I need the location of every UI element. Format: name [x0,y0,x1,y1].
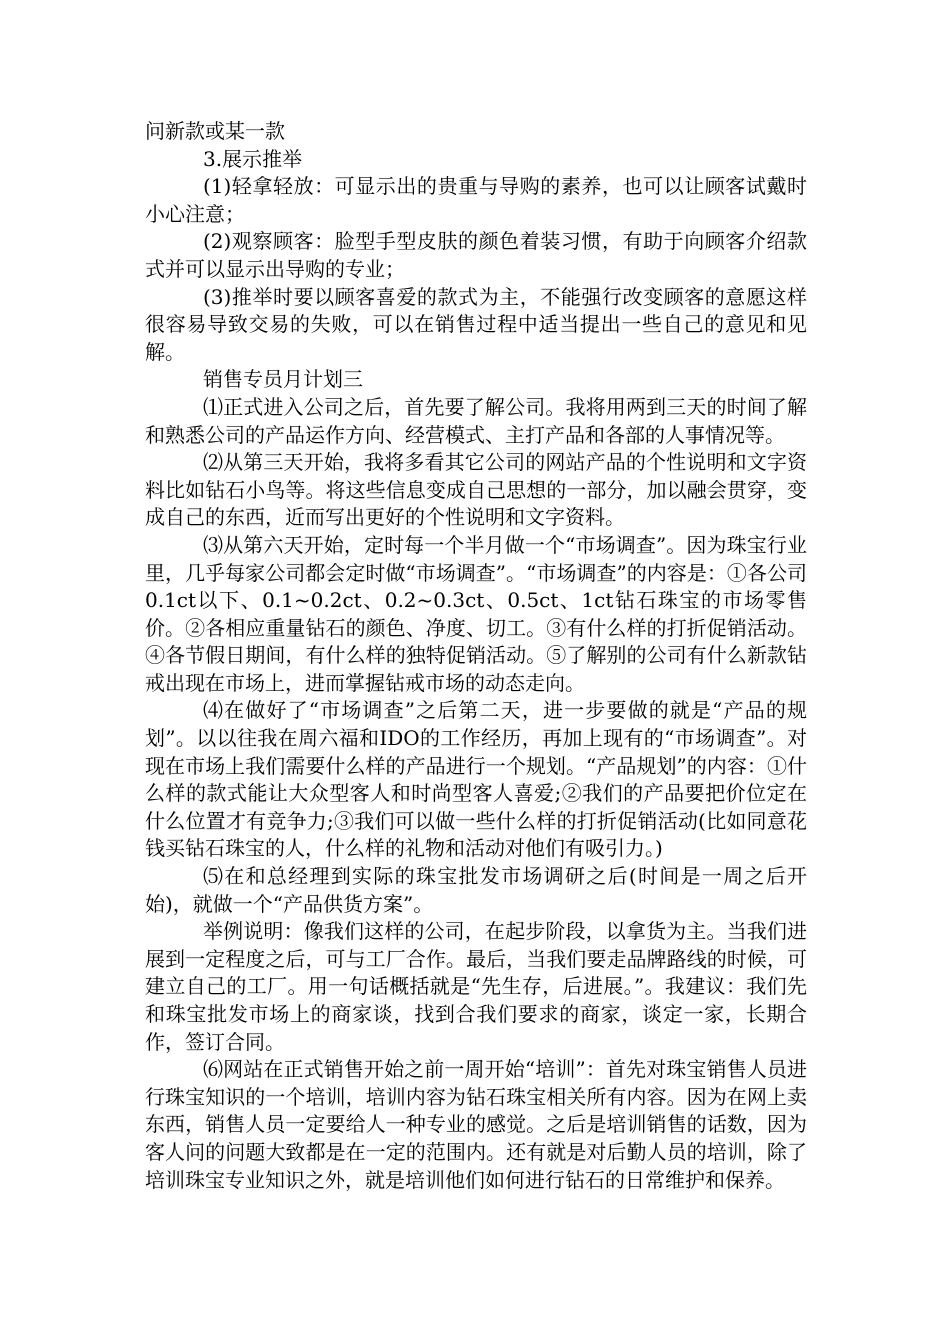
document-body [145,118,807,1194]
paragraph-item-3: (3)推举时要以顾客喜爱的款式为主，不能强行改变顾客的意愿这样很容易导致交易的失败，可以在销售过程中适当提出一些自己的意见和见解。 [145,284,807,364]
paragraph-example: 举例说明：像我们这样的公司，在起步阶段，以拿货为主。当我们进展到一定程度之后，可与工厂合作。最后，当我们要走品牌路线的时候，可建立自己的工厂。用一句话概括就是“先生存，后进展。”。我建议：我们先和珠宝批发市场上的商家谈，找到合我们要求的商家，谈定一家，长期合作，签订合同。 [145,919,807,1054]
section-heading-monthly-plan: 销售专员月计划三 [203,367,363,392]
paragraph-item-2: (2)观察顾客：脸型手型皮肤的颜色着装习惯，有助于向顾客介绍款式并可以显示出导购的专业； [145,229,807,281]
paragraph-plan-6: ⑹网站在正式销售开始之前一周开始“培训”：首先对珠宝销售人员进行珠宝知识的一个培训，培训内容为钻石珠宝相关所有内容。因为在网上卖东西，销售人员一定要给人一种专业的感觉。之后是培训销售的话数，因为客人问的问题大致都是在一定的范围内。还有就是对后勤人员的培训，除了培训珠宝专业知识之外，就是培训他们如何进行钻石的日常维护和保养。 [145,1057,807,1192]
paragraph-plan-2: ⑵从第三天开始，我将多看其它公司的网站产品的个性说明和文字资料比如钻石小鸟等。将这些信息变成自己思想的一部分，加以融会贯穿，变成自己的东西，近而写出更好的个性说明和文字资料。 [145,450,807,530]
paragraph-plan-4: ⑷在做好了“市场调查”之后第二天，进一步要做的就是“产品的规划”。以以往我在周六福和IDO的工作经历，再加上现有的“市场调查”。对现在市场上我们需要什么样的产品进行一个规划。“产品规划”的内容：①什么样的款式能让大众型客人和时尚型客人喜爱;②我们的产品要把价位定在什么位置才有竞争力;③我们可以做一些什么样的打折促销活动(比如同意花钱买钻石珠宝的人，什么样的礼物和活动对他们有吸引力。) [145,698,807,861]
paragraph-continuation: 问新款或某一款 [145,119,285,143]
paragraph-plan-5: ⑸在和总经理到实际的珠宝批发市场调研之后(时间是一周之后开始)，就做一个“产品供货方案”。 [145,864,807,916]
paragraph-plan-1: ⑴正式进入公司之后，首先要了解公司。我将用两到三天的时间了解和熟悉公司的产品运作方向、经营模式、主打产品和各部的人事情况等。 [145,394,807,447]
paragraph-plan-3: ⑶从第六天开始，定时每一个半月做一个“市场调查”。因为珠宝行业里，几乎每家公司都会定时做“市场调查”。“市场调查”的内容是：①各公司0.1ct以下、0.1~0.2ct、0.2~0.3ct、0.5ct、1ct钻石珠宝的市场零售价。②各相应重量钻石的颜色、净度、切工。③有什么样的打折促销活动。④各节假日期间，有什么样的独特促销活动。⑤了解别的公司有什么新款钻戒出现在市场上，进而掌握钻戒市场的动态走向。 [145,532,807,695]
section-heading-display-recommend: 3.展示推举 [203,146,303,171]
paragraph-item-1: (1)轻拿轻放：可显示出的贵重与导购的素养，也可以让顾客试戴时小心注意； [145,174,807,226]
